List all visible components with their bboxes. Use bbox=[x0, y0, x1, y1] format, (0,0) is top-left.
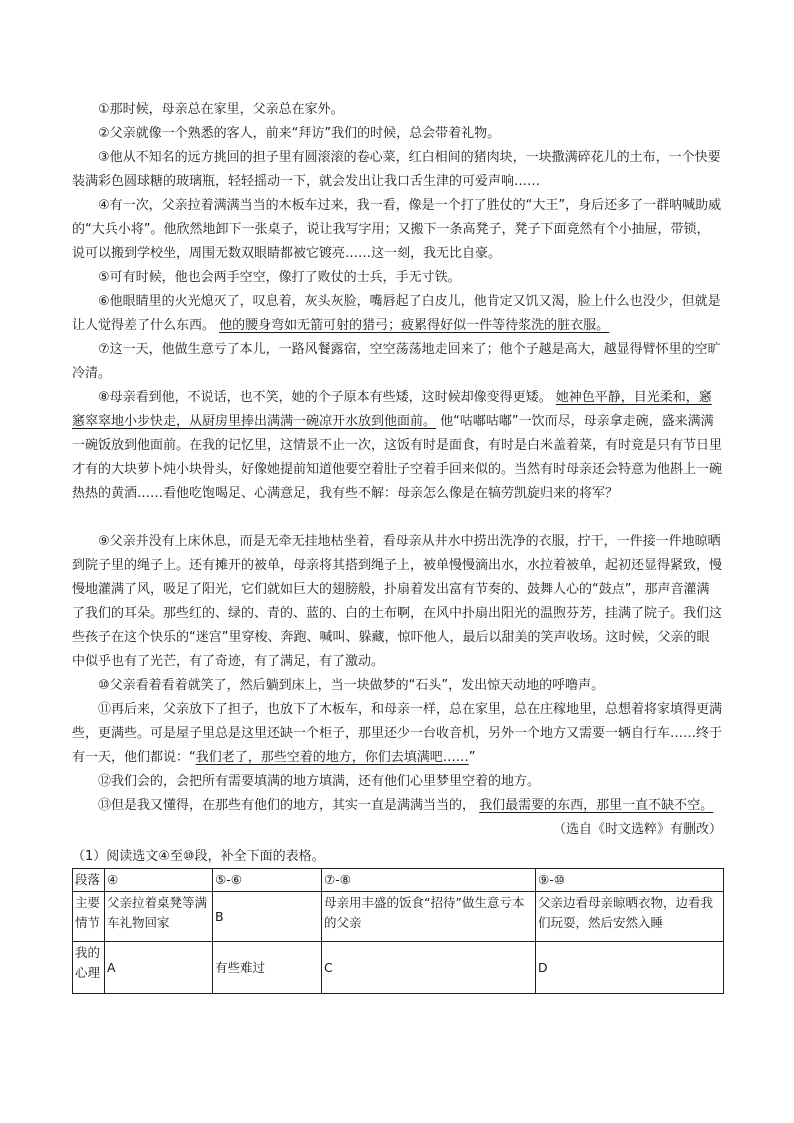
source-citation: （选自《时文选粹》有删改） bbox=[552, 822, 722, 837]
paragraph-1 bbox=[72, 98, 722, 122]
paragraph-text: ⑥他眼睛里的火光熄灭了，叹息着，灰头灰脸，嘴唇起了白皮儿，他肯定又饥又渴，脸上什么也没少，但就是让人觉得差了什么东西。 bbox=[72, 294, 721, 333]
answer-blank-d[interactable]: D bbox=[536, 942, 724, 994]
answer-blank-b[interactable]: B bbox=[213, 892, 322, 942]
paragraph-text: ⑩父亲看着看着就笑了，然后躺到床上，当一块做梦的“石头”，发出惊天动地的呼噜声。 bbox=[98, 678, 605, 693]
paragraph-text: ⑦这一天，他做生意亏了本儿，一路风餐露宿，空空荡荡地走回来了；他个子越是高大，越显得臂怀里的空旷冷清。 bbox=[72, 342, 721, 381]
paragraph-text: 他“咕嘟咕嘟”一饮而尽，母亲拿走碗，盛来满满一碗饭放到他面前。在我的记忆里，这情景不止一次，这饭有时是面食，有时是白米盖着菜，有时竟是只有节日里才有的大块萝卜炖小块骨头，好像她提前知道他要空着肚子空着手回来似的。当然有时母亲还会特意为他斟上一碗热热的黄酒……看他吃饱喝足、心满意足，我有些不解：母亲怎么像是在犒劳凯旋归来的将军？ bbox=[72, 414, 723, 501]
row-label-feeling: 我的心理 bbox=[73, 942, 105, 994]
table-header-row bbox=[73, 869, 724, 892]
answer-blank-c[interactable]: C bbox=[322, 942, 536, 994]
table-header-cell: ④ bbox=[105, 869, 213, 892]
table-cell: 有些难过 bbox=[213, 942, 322, 994]
paragraph-3 bbox=[72, 146, 722, 194]
paragraph-text: ④有一次，父亲拉着满满当当的木板车过来，我一看，像是一个打了胜仗的“大王”，身后还多了一群呐喊助威的“大兵小将”。他欣然地卸下一张桌子，说让我写字用；又搬下一条高凳子，凳子下面竟然有个小抽屉，带锁，说可以搬到学校坐，周围无数双眼睛都被它镀亮……这一刻，我无比自豪。 bbox=[72, 198, 722, 261]
paragraph-9 bbox=[72, 530, 722, 674]
table-cell: 母亲用丰盛的饭食“招待”做生意亏本的父亲 bbox=[322, 892, 536, 942]
underlined-sentence: 我们最需要的东西，那里一直不缺不空。 bbox=[479, 798, 714, 813]
table-header-cell: 段落 bbox=[73, 869, 105, 892]
row-label-plot: 主要情节 bbox=[73, 892, 105, 942]
paragraph-10 bbox=[72, 674, 722, 698]
paragraph-text: ③他从不知名的远方挑回的担子里有圆滚滚的卷心菜，红白相间的猪肉块，一块撒满碎花儿的土布，一个快要装满彩色圆球糖的玻璃瓶，轻轻摇动一下，就会发出让我口舌生津的可爱声响…… bbox=[72, 150, 721, 189]
table-row-feeling bbox=[73, 942, 724, 994]
paragraph-2 bbox=[72, 122, 722, 146]
paragraph-11 bbox=[72, 698, 722, 770]
paragraph-text: ⑧母亲看到他，不说话，也不笑，她的个子原本有些矮，这时候却像变得更矮。 bbox=[98, 390, 552, 405]
question-prompt: （1）阅读选文④至⑩段，补全下面的表格。 bbox=[72, 849, 325, 864]
paragraph-5 bbox=[72, 266, 722, 290]
table-header-cell: ⑦-⑧ bbox=[322, 869, 536, 892]
paragraph-text: ⑪再后来，父亲放下了担子，也放下了木板车，和母亲一样，总在家里，总在庄稼地里，总想着将家填得更满些，更满些。可是屋子里总是这里还缺一个柜子，那里还少一台收音机，另外一个地方又需要一辆自行车……终于有一天，他们都说：“ bbox=[72, 702, 723, 765]
underlined-sentence: 他的腰身弯如无箭可射的猎弓；疲累得好似一件等待浆洗的脏衣服。 bbox=[219, 318, 610, 333]
paragraph-7 bbox=[72, 338, 722, 386]
underlined-sentence: 我们老了，那些空着的地方，你们去填满吧…… bbox=[195, 750, 469, 765]
paragraph-12 bbox=[72, 770, 722, 794]
paragraph-8 bbox=[72, 386, 722, 506]
table-cell: 父亲边看母亲晾晒衣物，边看我们玩耍，然后安然入睡 bbox=[536, 892, 724, 942]
paragraph-text: ②父亲就像一个熟悉的客人，前来“拜访”我们的时候，总会带着礼物。 bbox=[98, 126, 501, 141]
paragraph-text: ⑫我们会的，会把所有需要填满的地方填满，还有他们心里梦里空着的地方。 bbox=[98, 774, 541, 789]
answer-blank-a[interactable]: A bbox=[105, 942, 213, 994]
underlined-sentence: 她神色平静，目光柔和，窸窸窣窣地小步快走，从厨房里捧出满满一碗凉开水放到他面前。 bbox=[72, 390, 712, 429]
paragraph-text: ①那时候，母亲总在家里，父亲总在家外。 bbox=[98, 102, 344, 117]
table-header-cell: ⑨-⑩ bbox=[536, 869, 724, 892]
table-cell: 父亲拉着桌凳等满车礼物回家 bbox=[105, 892, 213, 942]
answer-table bbox=[72, 868, 724, 994]
paragraph-4 bbox=[72, 194, 722, 266]
paragraph-text: ⑬但是我又懂得，在那些有他们的地方，其实一直是满满当当的， bbox=[98, 798, 476, 813]
table-header-cell: ⑤-⑥ bbox=[213, 869, 322, 892]
paragraph-text: ⑨父亲并没有上床休息，而是无牵无挂地枯坐着，看母亲从井水中捞出洗净的衣服，拧干，一件接一件地晾晒到院子里的绳子上。还有摊开的被单，母亲将其搭到绳子上，被单慢慢滴出水，水拉着被单，起初还显得紧致，慢慢地灌满了风，吸足了阳光，它们就如巨大的翅膀般，扑扇着发出富有节奏的、鼓舞人心的“鼓点”，那声音灌满了我们的耳朵。那些红的、绿的、青的、蓝的、白的土布啊，在风中扑扇出阳光的温煦芬芳，挂满了院子。我们这些孩子在这个快乐的“迷宫”里穿梭、奔跑、喊叫、躲藏，惊吓他人，最后以甜美的笑声收场。这时候，父亲的眼中似乎也有了光芒，有了奇迹，有了满足，有了激动。 bbox=[72, 534, 723, 669]
paragraph-6 bbox=[72, 290, 722, 338]
paragraph-text: ⑤可有时候，他也会两手空空，像打了败仗的士兵，手无寸铁。 bbox=[98, 270, 461, 285]
paragraph-text: ” bbox=[468, 750, 476, 765]
paragraph-13 bbox=[72, 794, 722, 842]
table-row-plot bbox=[73, 892, 724, 942]
